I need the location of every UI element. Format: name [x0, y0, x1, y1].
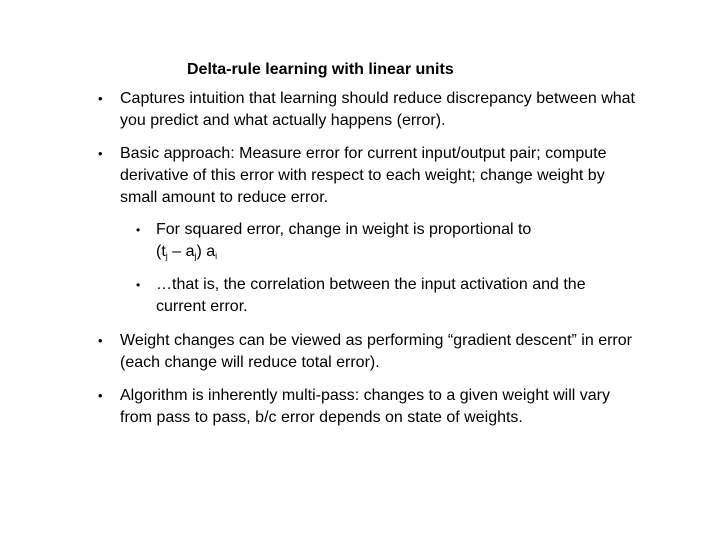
bullet-glyph: • — [98, 91, 103, 106]
bullet-text: Weight changes can be viewed as performing “gradient descent” in error (each change will reduce total error). — [120, 332, 632, 371]
bullet-glyph: • — [98, 146, 103, 161]
sub-bullet-glyph: • — [136, 278, 141, 292]
formula-ai-subscript: i — [215, 251, 218, 261]
bullet-item — [98, 143, 640, 209]
bullet-glyph: • — [98, 333, 103, 348]
formula-minus-a: – a — [167, 243, 195, 260]
bullet-item — [98, 385, 640, 429]
bullet-item — [98, 88, 640, 132]
bullet-glyph: • — [98, 388, 103, 403]
bullet-text: Captures intuition that learning should reduce discrepancy between what you predict and what actually happens (error). — [120, 90, 635, 129]
sub-bullet-text: For squared error, change in weight is proportional to — [156, 221, 532, 238]
bullet-text: Basic approach: Measure error for current input/output pair; compute derivative of this error with respect to each weight; change weight by small amount to reduce error. — [120, 145, 607, 206]
sub-bullet-glyph: • — [136, 223, 141, 237]
formula-t: (t — [156, 243, 166, 260]
sub-bullet-text: …that is, the correlation between the input activation and the current error. — [156, 276, 586, 315]
bullet-item — [98, 330, 640, 374]
formula-t-subscript: j — [165, 251, 168, 261]
formula-a-subscript: j — [194, 251, 197, 261]
sub-bullet-item — [136, 274, 636, 318]
bullet-text: Algorithm is inherently multi-pass: changes to a given weight will vary from pass to pass, b/c error depends on state of weights. — [120, 387, 610, 426]
formula — [156, 243, 217, 260]
sub-bullet-item — [136, 219, 636, 267]
formula-close-a: ) a — [196, 243, 216, 260]
slide-title: Delta-rule learning with linear units — [187, 61, 454, 78]
